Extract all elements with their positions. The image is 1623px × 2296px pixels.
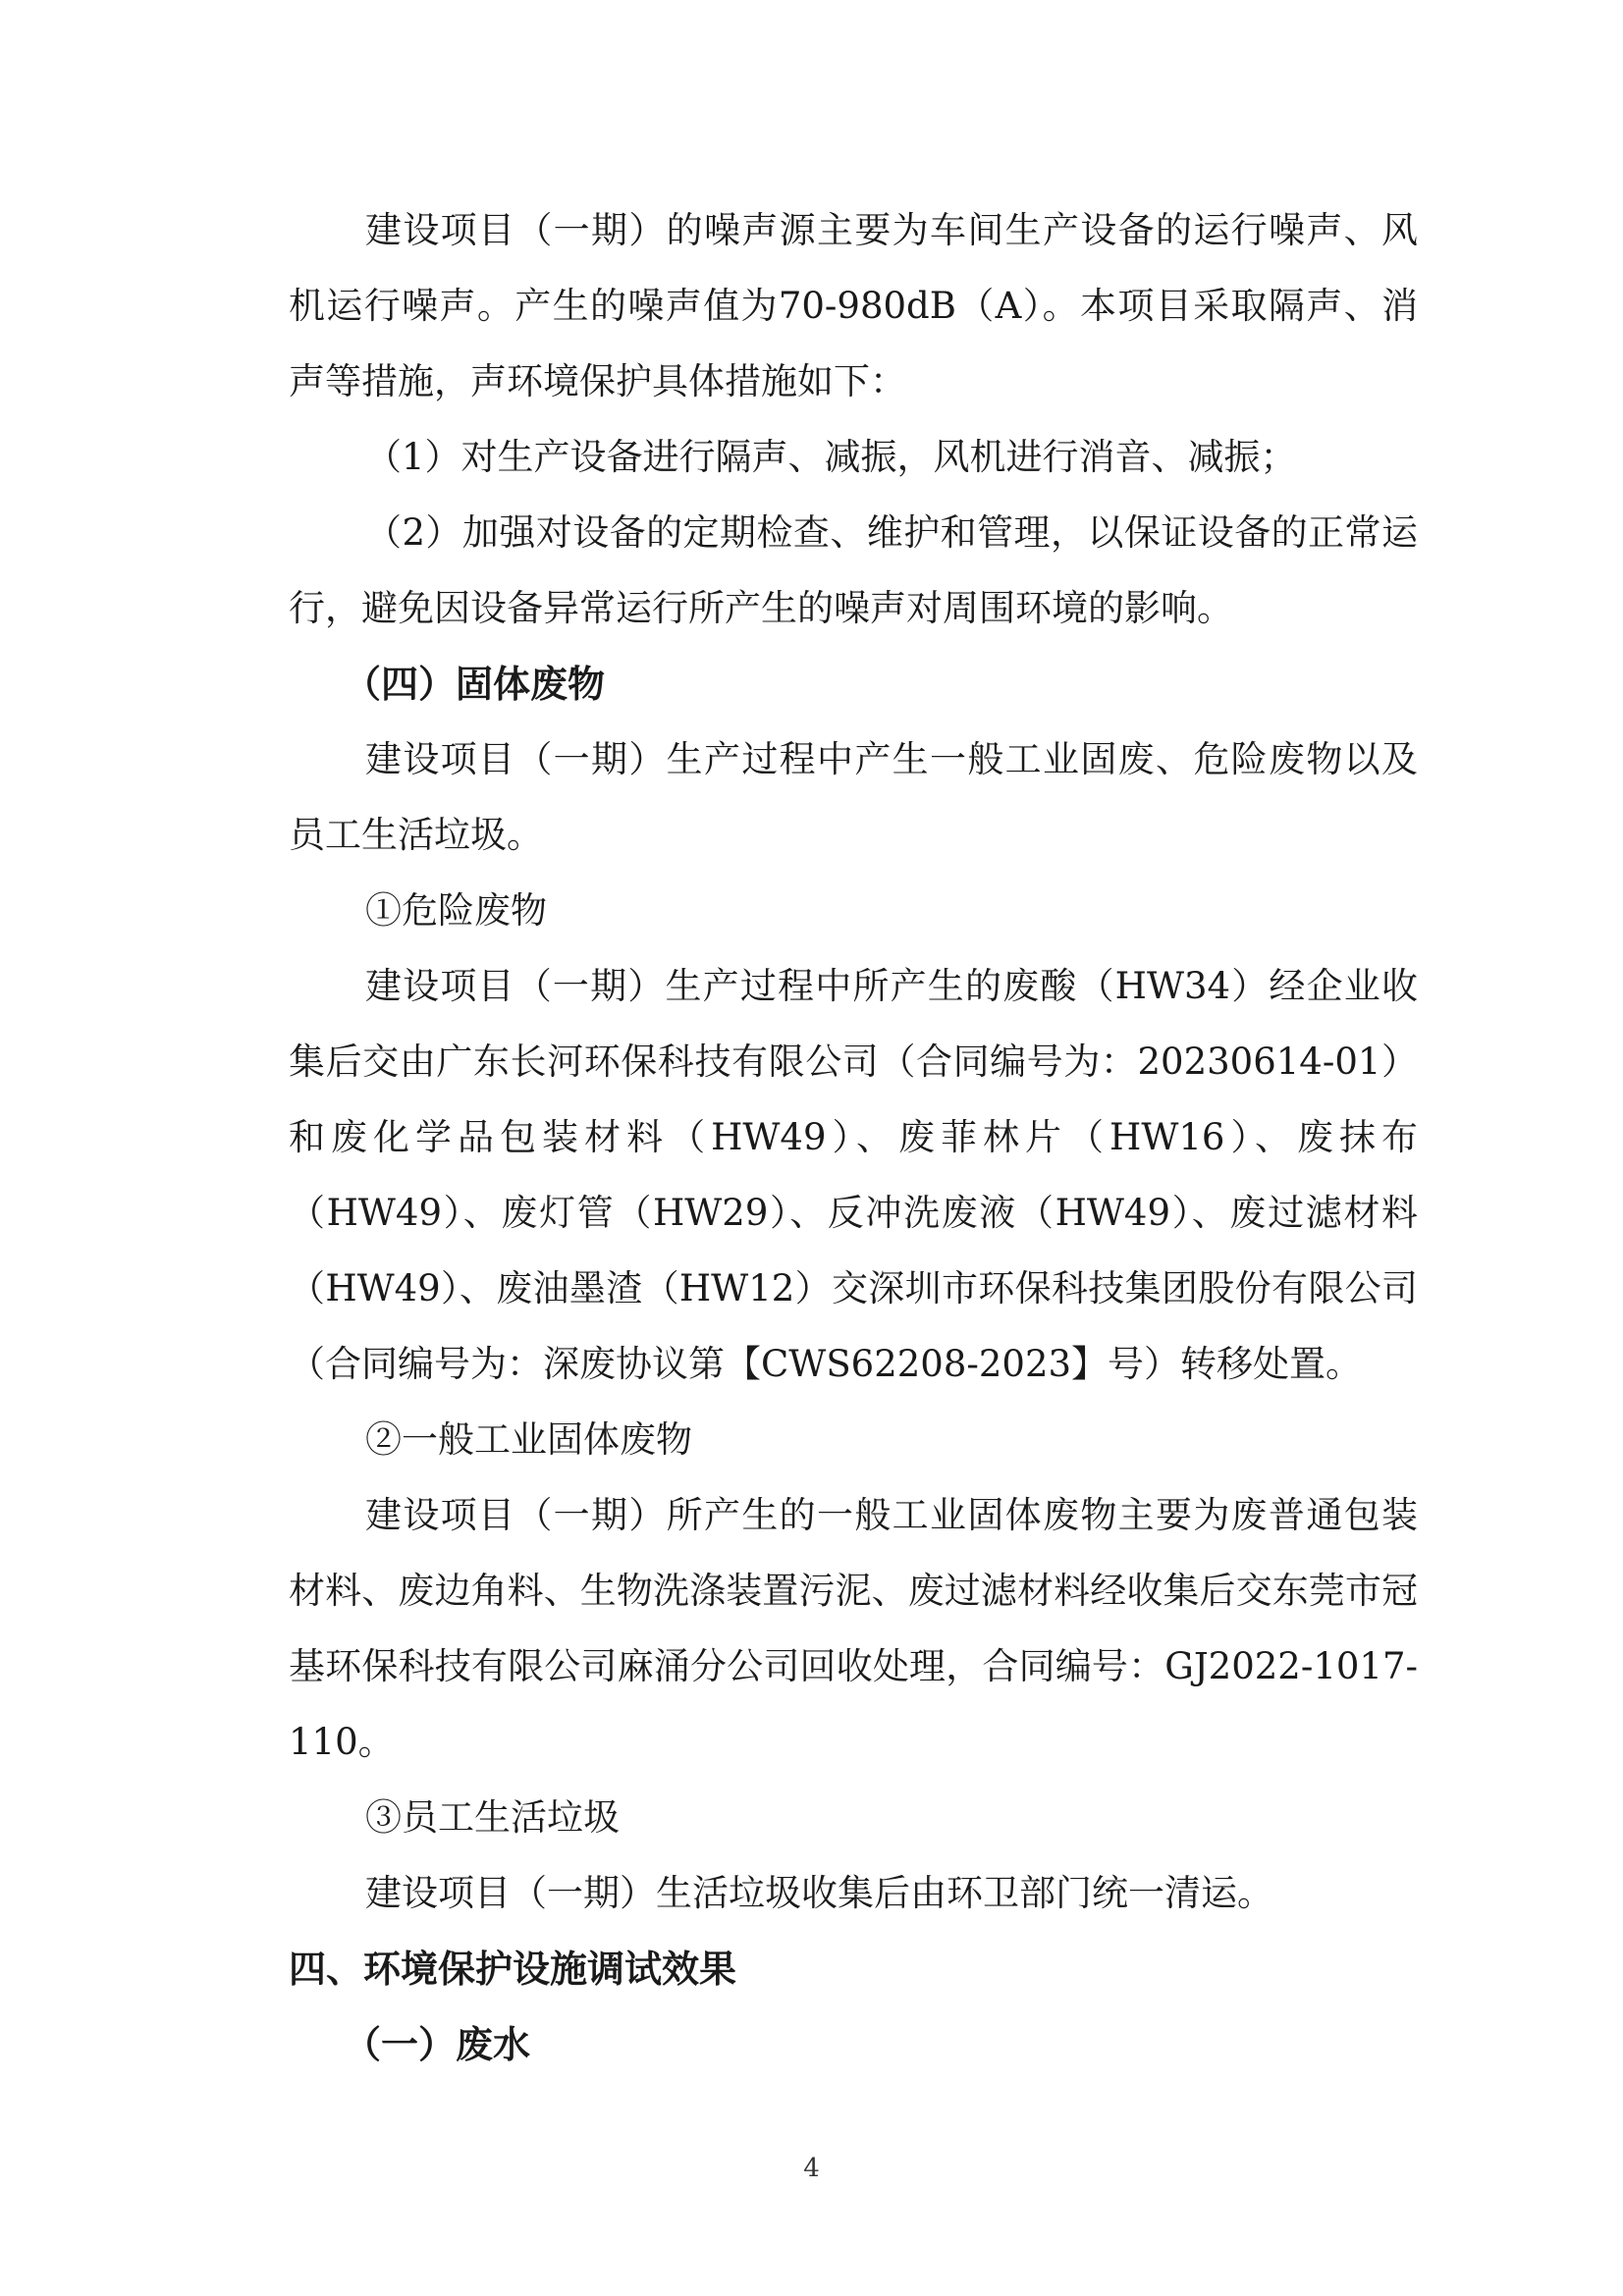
paragraph-hazardous-title: ①危险废物 [365, 889, 547, 932]
subheading-solid-waste: （四）固体废物 [344, 662, 606, 706]
page-number: 4 [803, 2154, 820, 2183]
paragraph-measure-1: （1）对生产设备进行隔声、减振，风机进行消音、减振； [365, 436, 1297, 478]
paragraph-solid-waste-intro: 建设项目（一期）生产过程中产生一般工业固废、危险废物以及员工生活垃圾。 [289, 738, 1418, 856]
paragraph-hazardous-waste: 建设项目（一期）生产过程中所产生的废酸（HW34）经企业收集后交由广东长河环保科技有限公司（合同编号为：20230614-01）和废化学品包装材料（HW49）、废菲林片（HW16）、废抹布（HW49）、废灯管（HW29）、反冲洗废液（HW49）、废过滤材料（HW49）、废油墨渣（HW12）交深圳市环保科技集团股份有限公司（合同编号为：深废协议第【CWS62208-2023】号）转移处置。 [289, 965, 1418, 1385]
paragraph-domestic-waste: 建设项目（一期）生活垃圾收集后由环卫部门统一清运。 [365, 1872, 1273, 1914]
paragraph-domestic-waste-title: ③员工生活垃圾 [365, 1796, 620, 1839]
page-content [289, 192, 1418, 2082]
paragraph-measure-2: （2）加强对设备的定期检查、维护和管理，以保证设备的正常运行，避免因设备异常运行所产生的噪声对周围环境的影响。 [289, 511, 1418, 629]
paragraph-general-waste-title: ②一般工业固体废物 [365, 1418, 692, 1461]
paragraph-noise-sources: 建设项目（一期）的噪声源主要为车间生产设备的运行噪声、风机运行噪声。产生的噪声值为70-980dB（A）。本项目采取隔声、消声等措施，声环境保护具体措施如下： [289, 209, 1418, 402]
paragraph-general-waste: 建设项目（一期）所产生的一般工业固体废物主要为废普通包装材料、废边角料、生物洗涤装置污泥、废过滤材料经收集后交东莞市冠基环保科技有限公司麻涌分公司回收处理，合同编号：GJ2022-1017-110。 [289, 1494, 1418, 1763]
heading-debug-effect: 四、环境保护设施调试效果 [289, 1947, 737, 1991]
subheading-wastewater: （一）废水 [344, 2022, 531, 2066]
